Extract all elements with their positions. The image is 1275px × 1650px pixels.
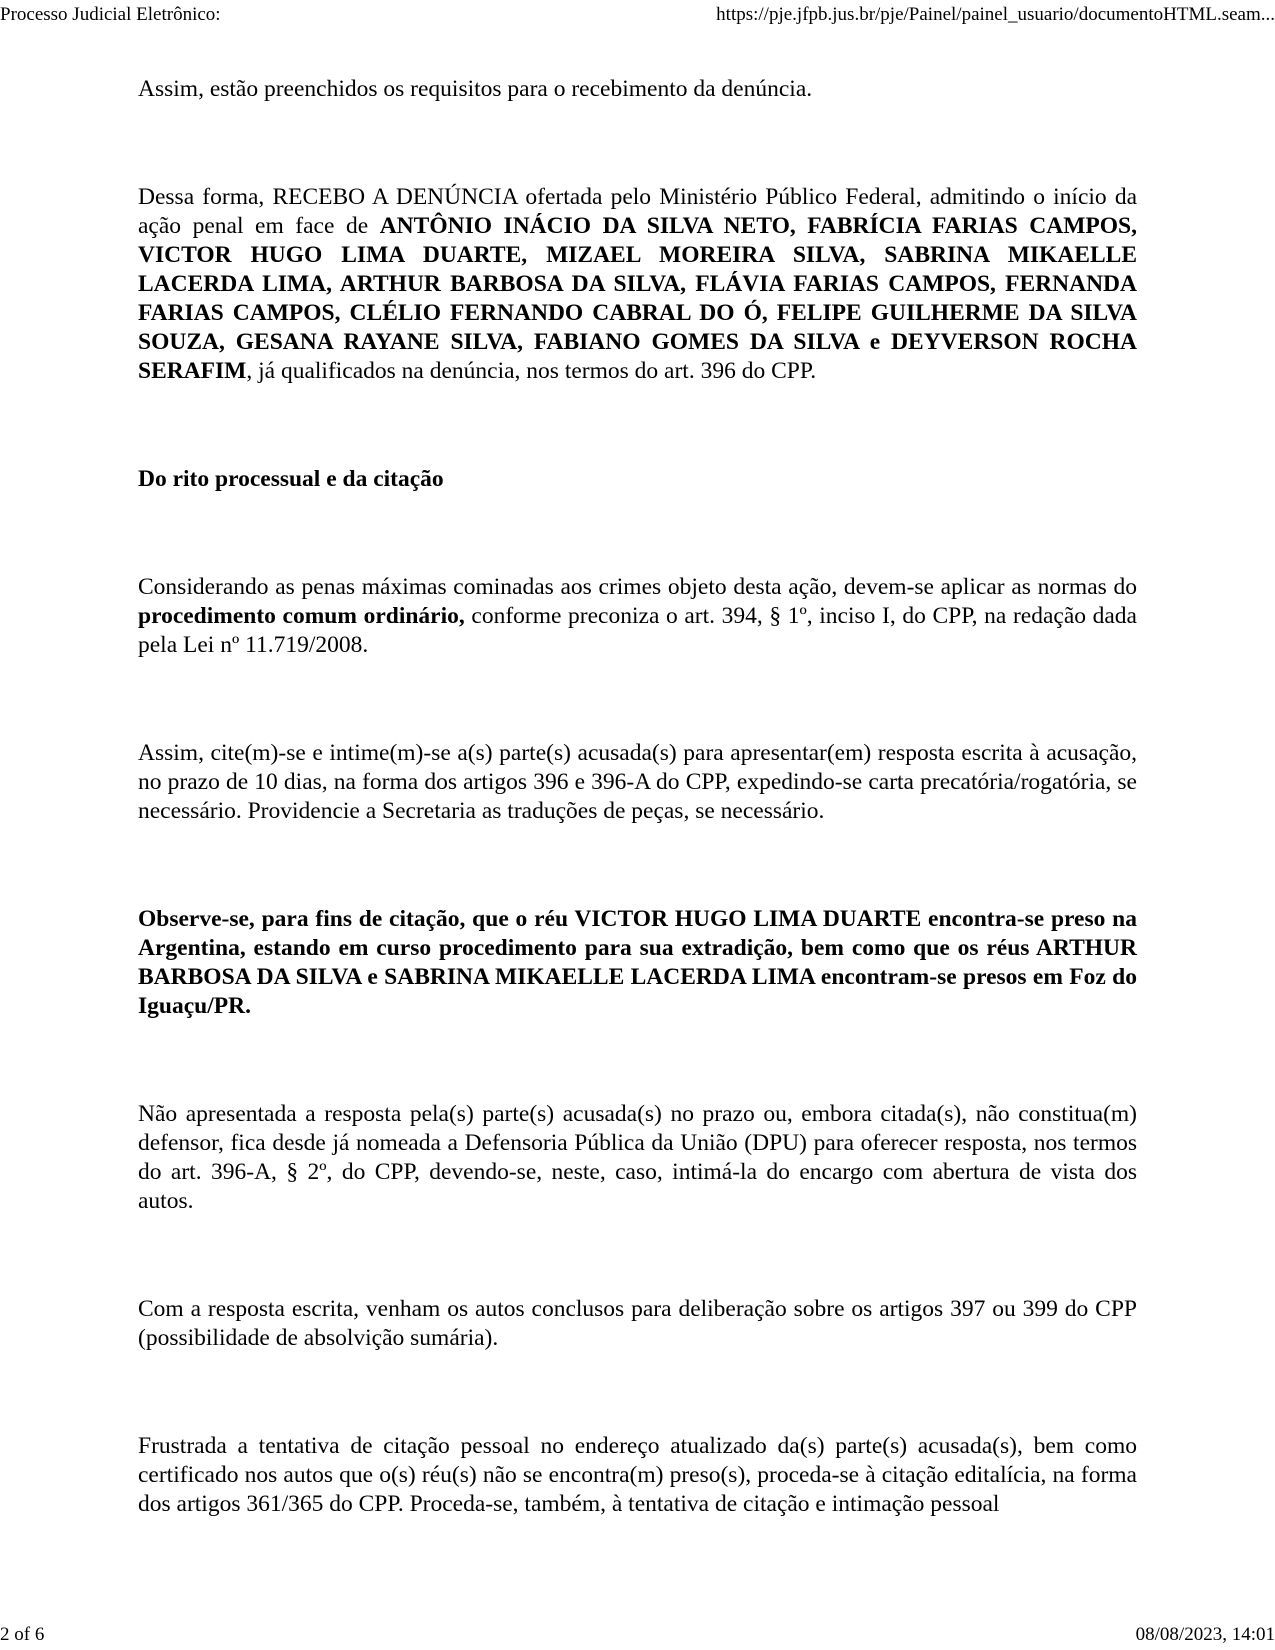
print-footer (0, 1623, 1275, 1647)
paragraph-procedimento (138, 573, 1137, 660)
paragraph-requisitos: Assim, estão preenchidos os requisitos para o recebimento da denúncia. (138, 76, 813, 102)
paragraph-resposta-escrita: Com a resposta escrita, venham os autos conclusos para deliberação sobre os artigos 397 ou 399 do CPP (possibilidade de absolvição sumária). (138, 1296, 1137, 1351)
paragraph-procedimento-start: Considerando as penas máximas cominadas aos crimes objeto desta ação, devem-se aplicar as normas do (138, 574, 1137, 600)
paragraph-observe-se: Observe-se, para fins de citação, que o réu VICTOR HUGO LIMA DUARTE encontra-se preso na Argentina, estando em curso procedimento para sua extradição, bem como que os réus ARTHUR BARBOSA DA SILVA e SABRINA MIKAELLE LACERDA LIMA encontram-se presos em Foz do Iguaçu/PR. (138, 906, 1137, 1019)
procedimento-bold: procedimento comum ordinário, (138, 603, 465, 629)
paragraph-defensoria: Não apresentada a resposta pela(s) parte(s) acusada(s) no prazo ou, embora citada(s), não constitua(m) defensor, fica desde já nomeada a Defensoria Pública da União (DPU) para oferecer resposta, nos termos do art. 396-A, § 2º, do CPP, devendo-se, neste, caso, intimá-la do encargo com abertura de vista dos autos. (138, 1101, 1137, 1214)
print-header (0, 3, 1275, 27)
print-datetime: 08/08/2023, 14:01 (1135, 1624, 1275, 1645)
defendants-list: ANTÔNIO INÁCIO DA SILVA NETO, FABRÍCIA FARIAS CAMPOS, VICTOR HUGO LIMA DUARTE, MIZAEL MOREIRA SILVA, SABRINA MIKAELLE LACERDA LIMA, ARTHUR BARBOSA DA SILVA, FLÁVIA FARIAS CAMPOS, FERNANDA FARIAS CAMPOS, CLÉLIO FERNANDO CABRAL DO Ó, FELIPE GUILHERME DA SILVA SOUZA, GESANA RAYANE SILVA, FABIANO GOMES DA SILVA e DEYVERSON ROCHA SERAFIM (138, 213, 1137, 384)
paragraph-recebo-text-start: Dessa forma, RECEBO A DENÚNCIA ofertada pelo Ministério Público Federal, admitindo o início da ação penal em face de (138, 184, 1137, 239)
paragraph-recebo-text-end: , já qualificados na denúncia, nos termos do art. 396 do CPP. (246, 358, 817, 384)
page-number: 2 of 6 (0, 1624, 45, 1645)
paragraph-procedimento-end: conforme preconiza o art. 394, § 1º, inciso I, do CPP, na redação dada pela Lei nº 11.719/2008. (138, 603, 1137, 658)
header-url: https://pje.jfpb.jus.br/pje/Painel/painel_usuario/documentoHTML.seam... (716, 4, 1275, 25)
paragraph-recebo-denuncia (138, 183, 1137, 386)
section-heading: Do rito processual e da citação (138, 466, 444, 492)
document-body (138, 75, 1137, 1519)
paragraph-citacao: Assim, cite(m)-se e intime(m)-se a(s) parte(s) acusada(s) para apresentar(em) resposta escrita à acusação, no prazo de 10 dias, na forma dos artigos 396 e 396-A do CPP, expedindo-se carta precatória/rogatória, se necessário. Providencie a Secretaria as traduções de peças, se necessário. (138, 740, 1137, 824)
header-title: Processo Judicial Eletrônico: (0, 4, 221, 25)
paragraph-citacao-editalicia: Frustrada a tentativa de citação pessoal no endereço atualizado da(s) parte(s) acusada(s), bem como certificado nos autos que o(s) réu(s) não se encontra(m) preso(s), proceda-se à citação editalícia, na forma dos artigos 361/365 do CPP. Proceda-se, também, à tentativa de citação e intimação pessoal (138, 1433, 1137, 1517)
